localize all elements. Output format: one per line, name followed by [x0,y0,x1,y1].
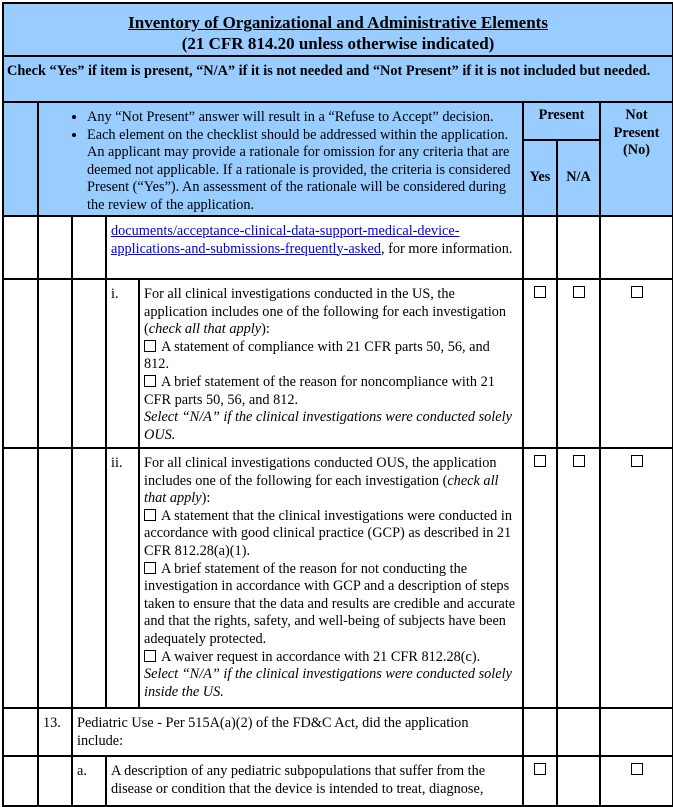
item-text: Pediatric Use - Per 515A(a)(2) of the FD&C Act, did the application include: [72,708,523,756]
bullet-item: • Any “Not Present” answer will result in a “Refuse to Accept” decision. [87,109,518,127]
table-row [3,448,673,708]
title: Inventory of Organizational and Administrative Elements [128,13,548,32]
bullet-item: • Each element on the checklist should be addressed within the application. An applicant may provide a rationale for omission for any criteria that are deemed not applicable. If a rationale is provided, the criteria is considered Present (“Yes”). An assessment of the rationale will be considered during the review of the application. [87,127,518,215]
not-present-checkbox[interactable] [631,455,643,467]
item-label: ii. [106,448,139,708]
not-present-header: Not Present (No) [600,102,673,216]
item-label: 13. [38,708,72,756]
note: Select “N/A” if the clinical investigations were conducted solely inside the US. [144,666,512,700]
item-text: For all clinical investigations conducted OUS, the application includes one of the following for each investigation (check all that apply): A statement that the clinical investigations were conducted in accordance with good clinical practice (GCP) as described in 21 CFR 812.28(a)(1). A brief statement of the reason for not conducting the investigation in accordance with GCP and a description of steps taken to ensure that the data and results are credible and accurate and that the rights, safety, and well-being of subjects have been adequately protected. A waiver request in accordance with 21 CFR 812.28(c). Select “N/A” if the clinical investigations were conducted solely inside the US. [139,448,523,708]
subtitle: (21 CFR 814.20 unless otherwise indicated) [181,34,495,53]
blank-cell [3,102,38,216]
option-checkbox[interactable] [144,650,156,662]
item-text: For all clinical investigations conducted in the US, the application includes one of the following for each investigation (check all that apply): A statement of compliance with 21 CFR parts 50, 56, and 812. A brief statement of the reason for noncompliance with 21 CFR parts 50, 56, and 812. Select “N/A” if the clinical investigations were conducted solely OUS. [139,279,523,448]
na-header: N/A [557,140,600,216]
option-checkbox[interactable] [144,375,156,387]
na-checkbox[interactable] [573,455,585,467]
option-checkbox[interactable] [144,509,156,521]
na-checkbox[interactable] [573,286,585,298]
option-checkbox[interactable] [144,340,156,352]
table-row [3,756,673,806]
table-row [3,708,673,756]
item-label: i. [106,279,139,448]
checklist-table [2,2,673,807]
table-row [3,216,673,279]
yes-checkbox[interactable] [534,286,546,298]
present-header: Present [523,102,600,140]
option-checkbox[interactable] [144,562,156,574]
not-present-checkbox[interactable] [631,286,643,298]
yes-checkbox[interactable] [534,455,546,467]
link-suffix: , for more information. [381,240,513,257]
item-label: a. [72,756,106,806]
faq-link[interactable]: documents/acceptance-clinical-data-support-medical-device-applications-and-submissions-frequently-asked [111,223,460,257]
item-text: A description of any pediatric subpopulations that suffer from the disease or condition that the device is intended to treat, diagnose, [106,756,523,806]
table-row [3,279,673,448]
instructions: Check “Yes” if item is present, “N/A” if it is not needed and “Not Present” if it is not included but needed. [3,56,673,102]
not-present-checkbox[interactable] [631,763,643,775]
yes-header: Yes [523,140,557,216]
note: Select “N/A” if the clinical investigations were conducted solely OUS. [144,409,512,443]
bullet-list [38,102,523,216]
yes-checkbox[interactable] [534,763,546,775]
table-title [3,3,673,56]
